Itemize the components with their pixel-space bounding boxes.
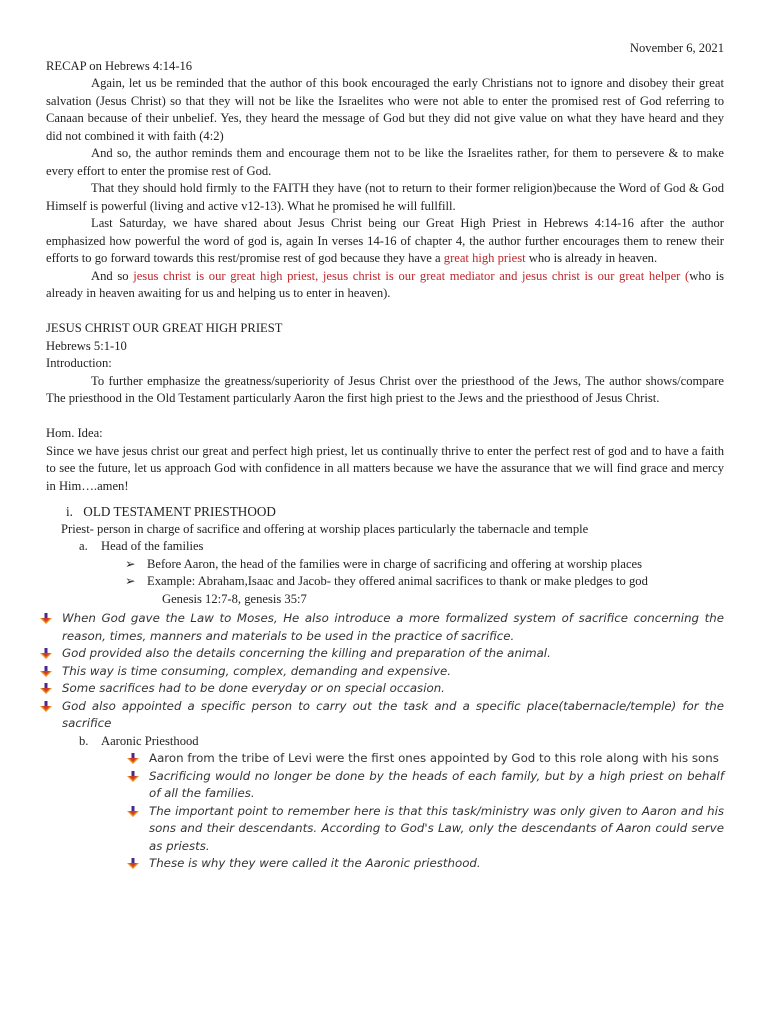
list-item-text: Example: Abraham,Isaac and Jacob- they offered animal sacrifices to thank or make pledges to god	[147, 574, 648, 588]
subsection-a-heading	[79, 538, 724, 556]
section-i-title: OLD TESTAMENT PRIESTHOOD	[83, 504, 276, 519]
list-item-text: This way is time consuming, complex, demanding and expensive.	[62, 663, 452, 678]
sermon-title: JESUS CHRIST OUR GREAT HIGH PRIEST	[46, 321, 283, 335]
subsection-b-list	[127, 750, 724, 873]
recap-p5-text-a: And so	[91, 268, 134, 283]
recap-paragraph-2: And so, the author reminds them and encourage them not to be like the Israelites rather, for them to persevere & to make every effort to enter the promise rest of God.	[46, 146, 724, 178]
list-item-text: Aaron from the tribe of Levi were the first ones appointed by God to this role along with his sons	[149, 751, 719, 765]
scripture-reference: Hebrews 5:1-10	[46, 338, 127, 353]
down-arrow-bullet-icon	[40, 666, 52, 678]
down-arrow-bullet-icon	[40, 648, 52, 660]
recap-p4-highlight: great high priest	[443, 251, 526, 265]
list-item-text: These is why they were called it the Aaronic priesthood.	[149, 856, 481, 870]
list-item-text: God provided also the details concerning the killing and preparation of the animal.	[62, 646, 551, 660]
recap-paragraph-5	[46, 268, 724, 303]
section-i-heading	[66, 503, 724, 521]
hom-idea-label: Hom. Idea:	[46, 426, 103, 440]
subsection-a-title: Head of the families	[101, 539, 204, 553]
list-item	[127, 855, 724, 873]
genesis-reference: Genesis 12:7-8, genesis 35:7	[162, 591, 307, 606]
list-item	[127, 803, 724, 856]
recap-p5-highlight: jesus christ is our great high priest, jesus christ is our great mediator and jesus christ is our great helper (	[133, 268, 690, 283]
list-item-text: God also appointed a specific person to carry out the task and a specific place(tabernacle/temple) for the sacrifice	[62, 698, 724, 730]
list-item-text: When God gave the Law to Moses, He also introduce a more formalized system of sacrifice concerning the reason, times, manners and materials to be used in the practice of sacrifice.	[62, 611, 724, 643]
arrowhead-bullet-icon: ➢	[125, 574, 136, 588]
introduction-label: Introduction:	[46, 356, 112, 370]
priest-definition: Priest- person in charge of sacrifice and offering at worship places particularly the tabernacle and temple	[61, 521, 589, 536]
recap-paragraph-1: Again, let us be reminded that the author of this book encouraged the early Christians not to ignore and disobey their great salvation (Jesus Christ) so that they will not be like the Israelites who were not able to enter the promised rest of God referring to Canaan because of their unbelief. Yes, they heard the message of God but they did not give value on what they have heard and they did not combined it with faith (4:2)	[46, 76, 724, 143]
list-item	[125, 556, 724, 574]
list-item	[40, 645, 724, 663]
down-arrow-bullet-icon	[127, 806, 139, 818]
down-arrow-bullet-icon	[40, 613, 52, 625]
subsection-b-title: Aaronic Priesthood	[101, 733, 199, 748]
recap-paragraph-4	[46, 215, 724, 268]
hom-idea-text: Since we have jesus christ our great and perfect high priest, let us continually thrive to enter the perfect rest of god and to have a faith to see the future, let us approach God with confidence in all matters because we have the assurance that we will find grace and mercy in Him….amen!	[46, 443, 724, 493]
down-arrow-bullet-icon	[40, 701, 52, 713]
subsection-b-number: b.	[79, 733, 89, 748]
list-item	[127, 768, 724, 803]
recap-p4-text-a: Last Saturday, we have shared about Jesus Christ being our Great High Priest in Hebrews 4:14-16 after the author emphasized how powerful the word of god is, again In verses 14-16 of chapter 4, the author further encourages them to renew their efforts to go forward towards this rest/promise rest of god because they have a	[46, 216, 724, 265]
document-page	[46, 40, 724, 873]
list-item-text: Before Aaron, the head of the families were in charge of sacrificing and offering at worship places	[147, 556, 643, 571]
list-item	[127, 750, 724, 768]
subsection-a-list	[125, 556, 724, 591]
recap-heading: RECAP on Hebrews 4:14-16	[46, 58, 193, 73]
list-item	[125, 573, 724, 591]
list-item-text: Some sacrifices had to be done everyday or on special occasion.	[62, 681, 445, 695]
subsection-a-number: a.	[79, 539, 88, 553]
down-arrow-bullet-icon	[127, 858, 139, 870]
subsection-b-heading	[79, 733, 724, 751]
list-item-text: Sacrificing would no longer be done by the heads of each family, but by a high priest on behalf of all the families.	[149, 768, 724, 800]
sacrifice-bullets	[40, 610, 724, 733]
list-item	[40, 680, 724, 698]
recap-paragraph-3: That they should hold firmly to the FAITH they have (not to return to their former religion)because the Word of God & God Himself is powerful (living and active v12-13). What he promised he will fullfill.	[46, 181, 724, 213]
down-arrow-bullet-icon	[127, 753, 139, 765]
arrowhead-bullet-icon: ➢	[125, 556, 136, 571]
down-arrow-bullet-icon	[127, 771, 139, 783]
list-item-text: The important point to remember here is that this task/ministry was only given to Aaron and his sons and their descendants. According to God's Law, only the descendants of Aaron could serve as priests.	[149, 803, 724, 853]
recap-p5-text-b: who is already in heaven awaiting for us and helping us to enter in heaven).	[46, 268, 724, 300]
section-i-number: i.	[66, 504, 73, 519]
list-item	[40, 698, 724, 733]
down-arrow-bullet-icon	[40, 683, 52, 695]
list-item	[40, 610, 724, 645]
recap-p4-text-b: who is already in heaven.	[525, 251, 658, 265]
document-date: November 6, 2021	[629, 41, 724, 55]
introduction-text: To further emphasize the greatness/superiority of Jesus Christ over the priesthood of the Jews, The author shows/compare The priesthood in the Old Testament particularly Aaron the first high priest to the Jews and the priesthood of Jesus Christ.	[46, 373, 724, 405]
list-item	[40, 663, 724, 681]
